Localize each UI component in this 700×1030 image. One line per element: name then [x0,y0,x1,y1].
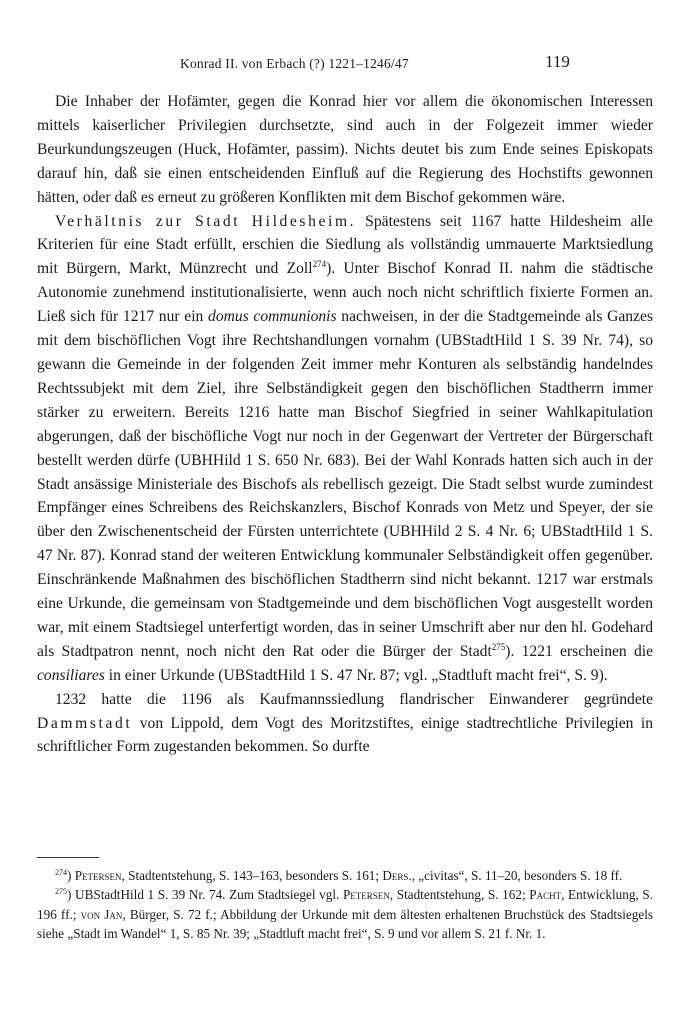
text-span: , Entwicklung, S. 196 ff.; [37,887,653,922]
footnote-number: 275 [55,887,67,897]
paragraph-1: Die Inhaber der Hofämter, gegen die Konrad hier vor allem die ökonomischen Interessen mittels kaiserlicher Privilegien durchsetzte, sind auch in der Folgezeit immer wieder Beurkundungszeugen (Huck, Hofämter, passim). Nichts deutet bis zum Ende seines Episkopats darauf hin, daß sie einen entscheidenden Einfluß auf die Regierung des Hochstifts gewonnen hätten, oder daß es erneut zu größeren Konflikten mit dem Bischof gekommen wäre. [37,93,653,206]
page-number: 119 [545,52,570,71]
running-header [0,52,700,76]
author-name: Petersen [342,887,390,903]
author-name: Pacht [529,887,562,903]
footnote-275 [37,885,653,943]
text-span: , „civitas“, S. 11–20, besonders S. 18 ff. [411,868,623,883]
paragraph-2 [37,210,653,688]
text-span: , Stadtentstehung, S. 162; [389,887,530,903]
text-span: ). 1221 erscheinen die [505,642,653,660]
text-span: ) [67,887,72,903]
footnote-274 [37,866,653,885]
text-span: Spätestens seit 1167 hatte Hildesheim alle Kriterien für eine Stadt erfüllt, erschien die Siedlung als vollständig ummauerte Marktsiedlung mit Bürgern, Markt, Münzrecht und Zoll [37,212,653,278]
running-title: Konrad II. von Erbach (?) 1221–1246/47 [180,56,409,71]
footnote-ref-275: 275 [491,641,506,652]
text-span: 1232 hatte die 1196 als Kaufmannssiedlung flandrischer Einwanderer gegründete [55,690,653,708]
text-span: UBStadtHild 1 S. 39 Nr. 74. Zum Stadtsiegel vgl. [71,887,343,903]
text-span: ). Unter Bischof Konrad II. nahm die städtische Autonomie zunehmend institutionalisierte, wenn auch noch nicht schriftlich fixierte Formen an. Ließ sich für 1217 nur ein [37,260,653,326]
text-span: von Lippold, dem Vogt des Moritzstiftes, einige stadtrechtliche Privilegien in schriftlicher Form zugestanden bekommen. So durfte [37,714,653,756]
italic-term-consiliares: consiliares [37,666,105,684]
spaced-term-dammstadt: Dammstadt [37,714,133,732]
text-span: ) [67,868,75,883]
author-name: Petersen [74,868,122,883]
footnote-divider [37,857,99,858]
text-span: nachweisen, in der die Stadtgemeinde als Ganzes mit dem bischöflichen Vogt ihre Rechtshandlungen vornahm (UBStadtHild 1 S. 39 Nr. 74), so gewann die Gemeinde in der folgenden Zeit immer mehr Konturen als selbständig handelndes Rechtssubjekt mit dem Ziel, ihre Selbständigkeit gegen den bischöflichen Stadtherrn immer stärker zu erweitern. Bereits 1216 hatte man Bischof Siegfried in seiner Wahlkapitulation abgerungen, daß der bischöfliche Vogt nur noch in der Gegenwart der Vertreter der Bürgerschaft bestellt werden dürfe (UBHHild 1 S. 650 Nr. 683). Bei der Wahl Konrads hatten sich auch in der Stadt ansässige Ministeriale des Bischofs als rebellisch gezeigt. Die Stadt selbst wurde zumindest Empfänger eines Schreibens des Reichskanzlers, Bischof Konrads von Metz und Speyer, der sie über den Zwischenentscheid der Fürsten unterrichtete (UBHHild 2 S. 4 Nr. 6; UBStadtHild 1 S. 47 Nr. 87). Konrad stand der weiteren Entwicklung kommunaler Selbständigkeit offen gegenüber. Einschränkende Maßnahmen des bischöflichen Stadtherrn sind nicht bekannt. 1217 war erstmals eine Urkunde, die gemeinsam von Stadtgemeinde und dem bischöflichen Vogt ausgestellt worden war, mit einem Stadtsiegel unterfertigt worden, das in seiner Umschrift aber nur den hl. Godehard als Stadtpatron nennt, noch nicht den Rat oder die Bürger der Stadt [37,308,654,660]
author-name: Ders. [382,868,412,883]
main-text [37,90,653,759]
paragraph-3 [37,688,653,760]
section-heading-hildesheim: Verhältnis zur Stadt Hildesheim. [55,212,357,230]
footnote-ref-274: 274 [312,259,327,270]
author-name: von Jan [80,906,123,922]
footnotes [37,866,653,943]
text-span: , Bürger, S. 72 f.; Abbildung der Urkunde mit dem ältesten erhaltenen Bruchstück des Stadtsiegels siehe „Stadt im Wandel“ 1, S. 85 Nr. 39; „Stadtluft macht frei“, S. 9 und vor allem S. 21 f. Nr. 1. [37,906,653,941]
footnote-number: 274 [55,868,67,877]
text-span: in einer Urkunde (UBStadtHild 1 S. 47 Nr. 87; vgl. „Stadtluft macht frei“, S. 9). [104,666,608,684]
italic-term-domus: domus communionis [208,308,337,326]
text-span: , Stadtentstehung, S. 143–163, besonders S. 161; [121,868,383,883]
